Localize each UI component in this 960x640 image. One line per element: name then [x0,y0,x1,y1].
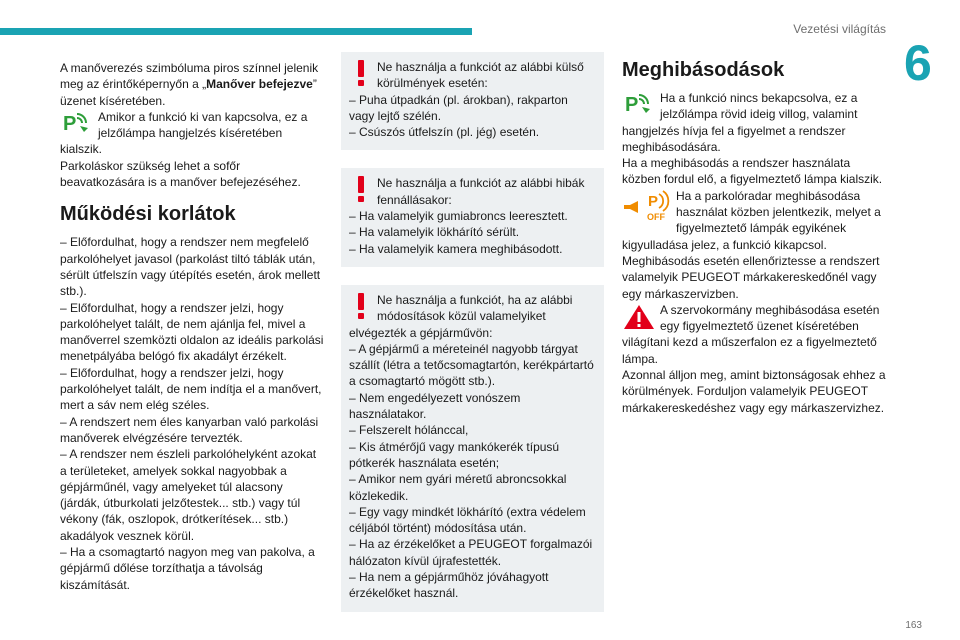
parking-assist-icon [622,91,656,119]
warning-box-title: Ne használja a funkciót az alábbi hibák fennállásakor: [377,176,585,207]
exclamation-warning-icon [349,175,373,207]
warning-item: – Csúszós útfelszín (pl. jég) esetén. [349,125,540,140]
column-right [622,54,892,416]
chapter-number: 6 [904,35,932,91]
parking-icon-paragraph: P Amikor a funkció ki van kapcsolva, ez a jelzőlámpa hangjelzés kíséretében kialszik. [60,109,308,157]
exclamation-warning-icon [349,59,373,91]
warning-box-external-conditions [341,52,604,150]
svg-text:P: P [63,112,77,135]
intro-bold-message: Manőver befejezve [206,77,313,92]
limit-item: – A rendszer nem észleli parkolóhelyként azokat a területeket, amelyek sokkal nagyobbak a gépjárműnél, vagy amelyeket túl alacsony (járdák, útburkolati jelzőtestek... stb.) vagy túl vékony (fák, oszlopok, drótkerítések... stb.) akadályok vesznek körül. [60,447,317,543]
parking-assist-icon [60,110,94,138]
limit-item: – Előfordulhat, hogy a rendszer jelzi, hogy parkolóhelyet talált, de nem ajánlja fel, mivel a manőverrel szemközti oldalon az ideális parkolási menetpályába belógó fix akadályt érzékelt. [60,300,324,364]
column-middle [341,52,604,630]
faults-heading: Meghibásodások [622,59,785,81]
warning-box-title: Ne használja a funkciót az alábbi külső körülmények esetén: [377,60,584,91]
limits-heading: Működési korlátok [60,203,236,226]
warning-box-title: Ne használja a funkciót, ha az alábbi módosítások közül valamelyiket elvégezték a gépjárművön: [349,292,573,340]
page-number: 163 [905,620,922,631]
warning-item: – Amikor nem gyári méretű abroncsokkal közlekedik. [349,472,567,503]
parking-sensor-off-icon [622,189,672,223]
parking-icon-paragraph: P Ha a funkció nincs bekapcsolva, ez a jelzőlámpa rövid ideig villog, valamint hangjelzés hívja fel a figyelmet a rendszer meghibásodására. [622,91,858,154]
limit-item: – Előfordulhat, hogy a rendszer nem megfelelő parkolóhelyet javasol (parkolást tiltó táblák után, sérült útfelszín vagy útépítés esetén, árok mellett stb.). [60,235,321,299]
svg-text:OFF: OFF [647,211,665,222]
fault-paragraph: Ha a meghibásodás a rendszer használata közben fordul elő, a figyelmeztető lámpa kialszik. [622,156,883,187]
warning-item: – Ha valamelyik lökhárító sérült. [349,225,520,240]
warning-item: – Ha valamelyik kamera meghibásodott. [349,241,563,256]
warning-triangle-icon [622,303,656,331]
exclamation-warning-icon [349,292,373,324]
intro-paragraph: A manőverezés szimbóluma piros színnel jelenik meg az érintőképernyőn a „Manőver befejezve” üzenet kíséretében. [60,61,319,108]
warning-item: – Ha valamelyik gumiabroncs leeresztett. [349,209,568,224]
warning-item: – Kis átmérőjű vagy mankókerék típusú pótkerék használata esetén; [349,439,560,470]
warning-box-modifications [341,285,604,612]
fault-paragraph: Meghibásodás esetén ellenőriztesse a rendszert valamelyik PEUGEOT márkakereskedőnél vagy egy márkaszervizben. [622,253,880,301]
parking-paragraph: Parkoláskor szükség lehet a sofőr beavatkozására is a manőver befejezéséhez. [60,158,301,190]
warning-item: – Ha nem a gépjárműhöz jóváhagyott érzékelőket használ. [349,570,549,601]
limit-item: – A rendszert nem éles kanyarban való parkolási manőverek elvégzésére tervezték. [60,414,319,445]
warning-item: – Puha útpadkán (pl. árokban), rakparton vagy lejtő szélén. [349,92,568,123]
warning-item: – Egy vagy mindkét lökhárító (extra védelem céljából történt) módosítása után. [349,504,586,536]
warning-box-faults [341,168,604,266]
radar-icon-paragraph: P OFF Ha a parkolóradar meghibásodása használat közben jelentkezik, melyet a figyelmeztető lámpák egyikének kigyulladása jelez, a funkció kikapcsol. [622,188,881,252]
column-left [60,60,326,593]
limit-item: – Ha a csomagtartó nagyon meg van pakolva, a gépjármű dőlése torzíthatja a távolság kiszámítását. [60,545,315,592]
warning-item: – Felszerelt hólánccal, [349,423,469,438]
warning-item: – Ha az érzékelőket a PEUGEOT forgalmazói hálózaton kívül újrafestették. [349,537,593,568]
svg-text:P: P [625,94,639,116]
limit-item: – Előfordulhat, hogy a rendszer jelzi, hogy parkolóhelyet talált, de nem indítja el a manővert, mert a sáv nem elég széles. [60,365,322,413]
section-title: Vezetési világítás [793,22,886,36]
header-accent-bar [0,28,472,35]
warning-item: – A gépjármű a méreteinél nagyobb tárgyat szállít (létra a tetőcsomagtartón, kerékpártartó a csomagtartó mögött stb.). [349,341,594,389]
fault-paragraph: Azonnal álljon meg, amint biztonságosak ehhez a körülmények. Forduljon valamelyik PEUGEOT márkakereskedéshez vagy egy márkaszervizhez. [622,368,886,415]
svg-text:P: P [648,192,659,210]
warning-item: – Nem engedélyezett vonószem használatakor. [349,390,521,422]
triangle-icon-paragraph: A szervokormány meghibásodása esetén egy figyelmeztető üzenet kíséretében világítani kezd a műszerfalon ez a figyelmeztető lámpa. [622,302,880,366]
